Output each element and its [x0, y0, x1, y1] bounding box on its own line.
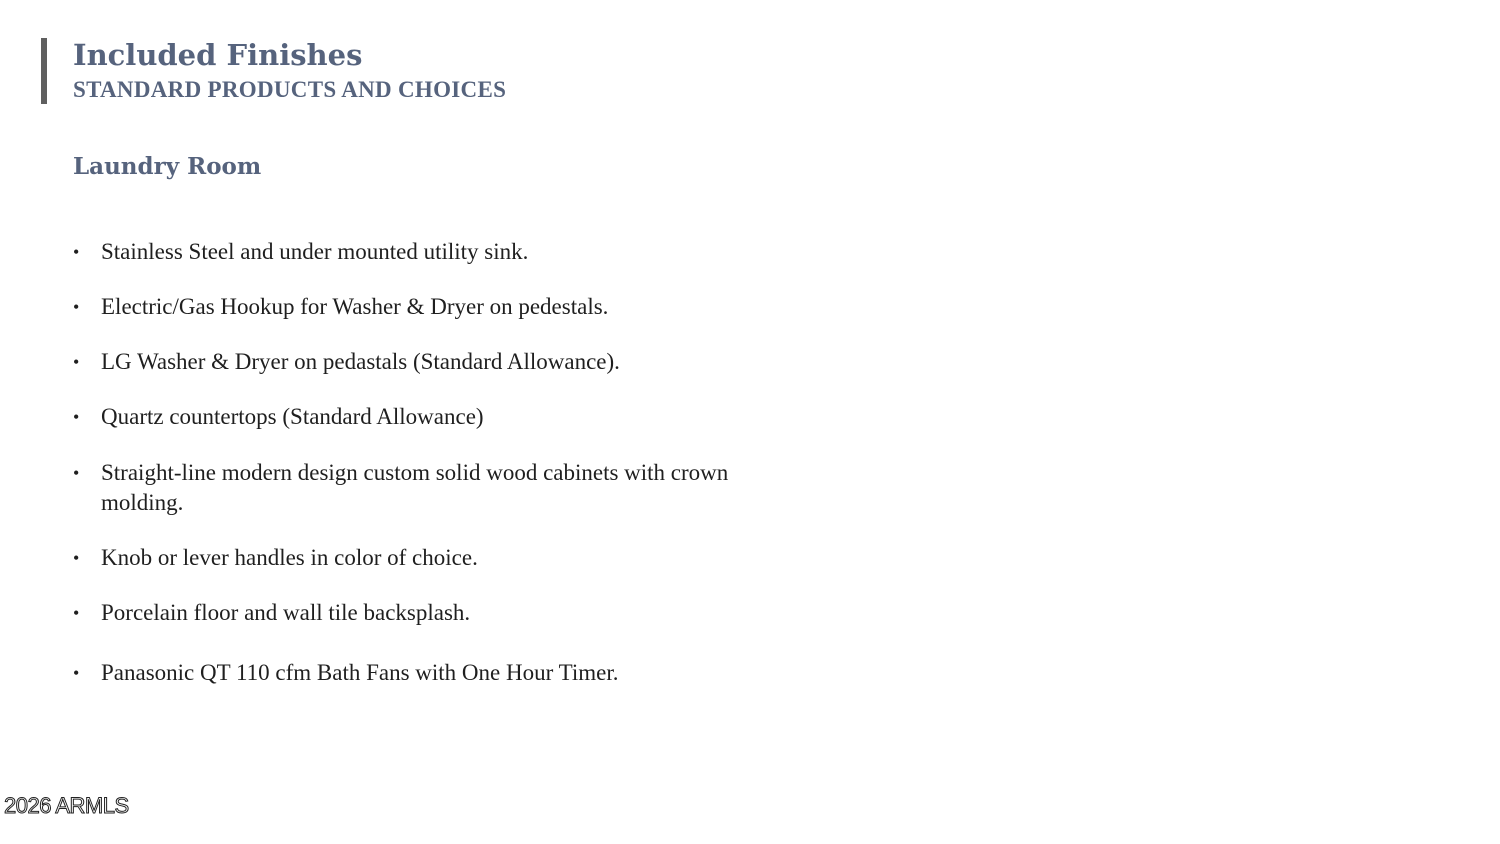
list-item: [73, 543, 793, 573]
list-item-text: Quartz countertops (Standard Allowance): [101, 404, 484, 429]
list-item-text: Knob or lever handles in color of choice.: [101, 545, 478, 570]
list-item-text: Porcelain floor and wall tile backsplash.: [101, 600, 471, 625]
list-item: [73, 402, 793, 432]
list-item: [73, 347, 793, 377]
list-item-text: Straight-line modern design custom solid wood cabinets with crown molding.: [101, 460, 729, 515]
bullet-icon: •: [73, 407, 80, 427]
watermark: 2026 ARMLS: [4, 793, 129, 818]
list-item: [73, 658, 793, 688]
section-heading: Laundry Room: [73, 153, 262, 180]
bullet-icon: •: [73, 663, 80, 683]
bullet-icon: •: [73, 297, 80, 317]
bullet-icon: •: [73, 548, 80, 568]
list-item-text: LG Washer & Dryer on pedastals (Standard Allowance).: [101, 349, 620, 374]
page-title: Included Finishes: [73, 38, 363, 72]
list-item: [73, 458, 793, 518]
list-item-text: Panasonic QT 110 cfm Bath Fans with One Hour Timer.: [101, 660, 619, 685]
page-subtitle: STANDARD PRODUCTS AND CHOICES: [73, 77, 507, 102]
list-item-text: Electric/Gas Hookup for Washer & Dryer on pedestals.: [101, 294, 609, 319]
bullet-icon: •: [73, 603, 80, 623]
bullet-icon: •: [73, 242, 80, 262]
list-item: [73, 292, 793, 322]
list-item: [73, 237, 793, 267]
list-item: [73, 598, 793, 628]
bullet-icon: •: [73, 352, 80, 372]
accent-bar: [41, 38, 47, 104]
list-item-text: Stainless Steel and under mounted utility sink.: [101, 239, 529, 264]
bullet-icon: •: [73, 463, 80, 483]
